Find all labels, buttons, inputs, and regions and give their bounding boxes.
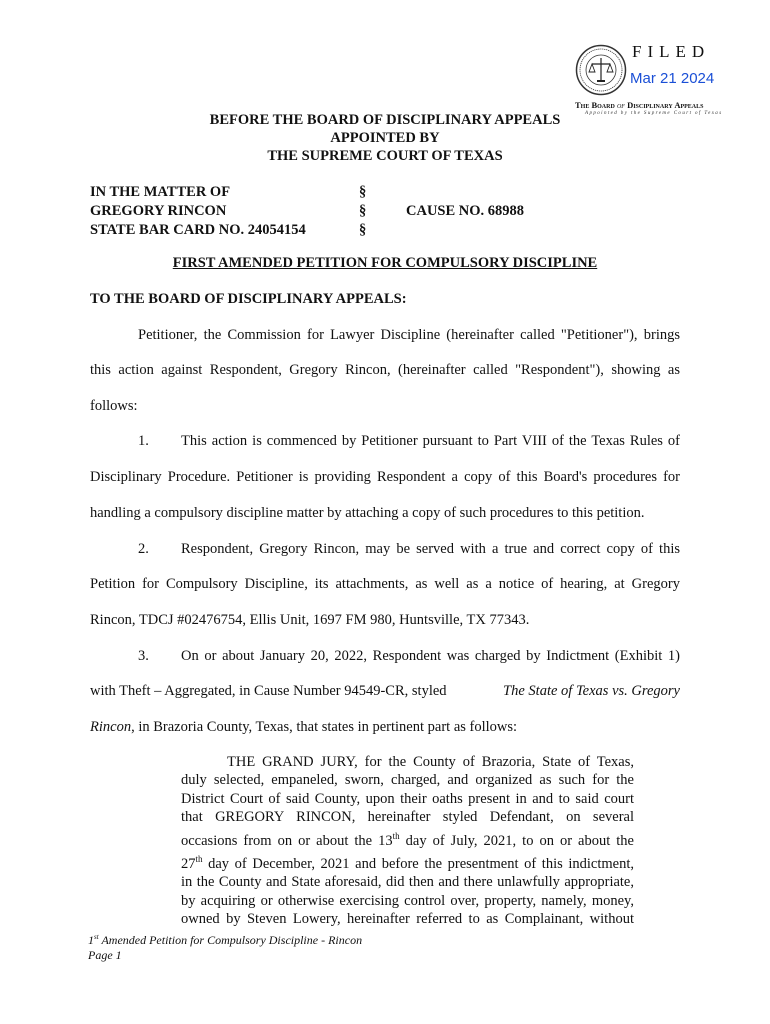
- quote-line-5: [181, 827, 634, 850]
- footer-title-sup: st: [94, 933, 99, 941]
- footer-page-number: Page 1: [88, 948, 122, 962]
- section-symbol: §: [359, 184, 367, 200]
- intro-line-1: Petitioner, the Commission for Lawyer Discipline (hereinafter called "Petitioner"), brings: [138, 327, 680, 343]
- caption-respondent: GREGORY RINCON: [90, 203, 227, 219]
- quote-line-4: that GREGORY RINCON, hereinafter styled Defendant, on several: [181, 809, 634, 826]
- case-style: The State of Texas vs. Gregory: [503, 683, 680, 699]
- para-2-line-2: Petition for Compulsory Discipline, its attachments, as well as a notice of hearing, at Gregory: [90, 576, 680, 592]
- caption-left: [90, 183, 306, 240]
- quote-line-5-sup: th: [392, 830, 400, 841]
- para-3-line-2: [90, 683, 680, 700]
- quote-line-6-sup: th: [195, 853, 203, 864]
- heading-line-3: THE SUPREME COURT OF TEXAS: [267, 148, 503, 164]
- footer-title: [88, 930, 362, 948]
- filed-label: FILED: [632, 42, 711, 61]
- quote-line-6: [181, 850, 634, 873]
- para-3-number: 3.: [138, 648, 149, 664]
- petition-title: FIRST AMENDED PETITION FOR COMPULSORY DISCIPLINE: [172, 255, 598, 271]
- quote-line-6b: day of December, 2021 and before the presentment of this indictment,: [202, 855, 634, 872]
- board-name: [575, 100, 703, 110]
- board-subtitle: Appointed by the Supreme Court of Texas: [585, 111, 723, 116]
- para-3-line-1: On or about January 20, 2022, Respondent was charged by Indictment (Exhibit 1): [181, 648, 680, 664]
- para-3-line-2-text: with Theft – Aggregated, in Cause Number 94549-CR, styled: [90, 683, 447, 699]
- quote-line-8: by acquiring or otherwise exercising control over, property, namely, money,: [181, 892, 634, 909]
- quote-line-2: duly selected, empaneled, sworn, charged, and organized as such for the: [181, 772, 634, 789]
- heading-line-1: BEFORE THE BOARD OF DISCIPLINARY APPEALS: [209, 112, 561, 128]
- para-1-line-3: handling a compulsory discipline matter by attaching a copy of such procedures to this petition.: [90, 505, 645, 521]
- cause-number: CAUSE NO. 68988: [406, 203, 525, 219]
- footer-title-a: 1: [88, 933, 94, 947]
- case-style-rincon: Rincon: [90, 719, 132, 735]
- intro-line-2: this action against Respondent, Gregory Rincon, (hereinafter called "Respondent"), showing as: [90, 362, 680, 378]
- filed-date: Mar 21 2024: [630, 70, 715, 87]
- para-1-number: 1.: [138, 433, 149, 449]
- quote-line-7: in the County and State aforesaid, did then and there unlawfully appropriate,: [181, 874, 634, 891]
- heading-line-2: APPOINTED BY: [330, 130, 440, 146]
- quote-line-5a: occasions from on or about the 13: [181, 832, 393, 849]
- board-name-part1: The Board: [575, 100, 615, 110]
- section-symbol: §: [359, 222, 367, 238]
- footer-title-b: Amended Petition for Compulsory Discipline - Rincon: [98, 933, 363, 947]
- para-3-line-3-text: , in Brazoria County, Texas, that states in pertinent part as follows:: [131, 719, 518, 735]
- page-footer: [88, 930, 362, 963]
- section-symbol: §: [359, 203, 367, 219]
- caption-matter: IN THE MATTER OF: [90, 184, 231, 200]
- salutation: TO THE BOARD OF DISCIPLINARY APPEALS:: [90, 291, 407, 307]
- quote-line-9: owned by Steven Lowery, hereinafter referred to as Complainant, without: [181, 910, 634, 927]
- quote-line-3: District Court of said County, upon their oaths present in and to said court: [181, 790, 634, 807]
- board-name-part2: Disciplinary Appeals: [627, 100, 704, 110]
- caption-bar-card: STATE BAR CARD NO. 24054154: [90, 222, 306, 238]
- caption-section-symbols: [359, 183, 366, 240]
- quote-line-6a: 27: [181, 855, 196, 872]
- para-1-line-1: This action is commenced by Petitioner pursuant to Part VIII of the Texas Rules of: [181, 433, 680, 449]
- para-1-line-2: Disciplinary Procedure. Petitioner is providing Respondent a copy of this Board's procedures for: [90, 469, 680, 485]
- intro-line-3: follows:: [90, 398, 138, 414]
- quote-line-1: THE GRAND JURY, for the County of Brazoria, State of Texas,: [227, 754, 634, 770]
- para-2-line-3: Rincon, TDCJ #02476754, Ellis Unit, 1697 FM 980, Huntsville, TX 77343.: [90, 612, 530, 628]
- para-2-line-1: Respondent, Gregory Rincon, may be served with a true and correct copy of this: [181, 541, 680, 557]
- para-2-number: 2.: [138, 541, 149, 557]
- para-3-line-3: [90, 719, 680, 736]
- board-name-of: of: [616, 100, 625, 110]
- indictment-quote: [181, 753, 634, 928]
- board-seal-icon: [575, 44, 627, 96]
- quote-line-5b: day of July, 2021, to on or about the: [399, 832, 634, 849]
